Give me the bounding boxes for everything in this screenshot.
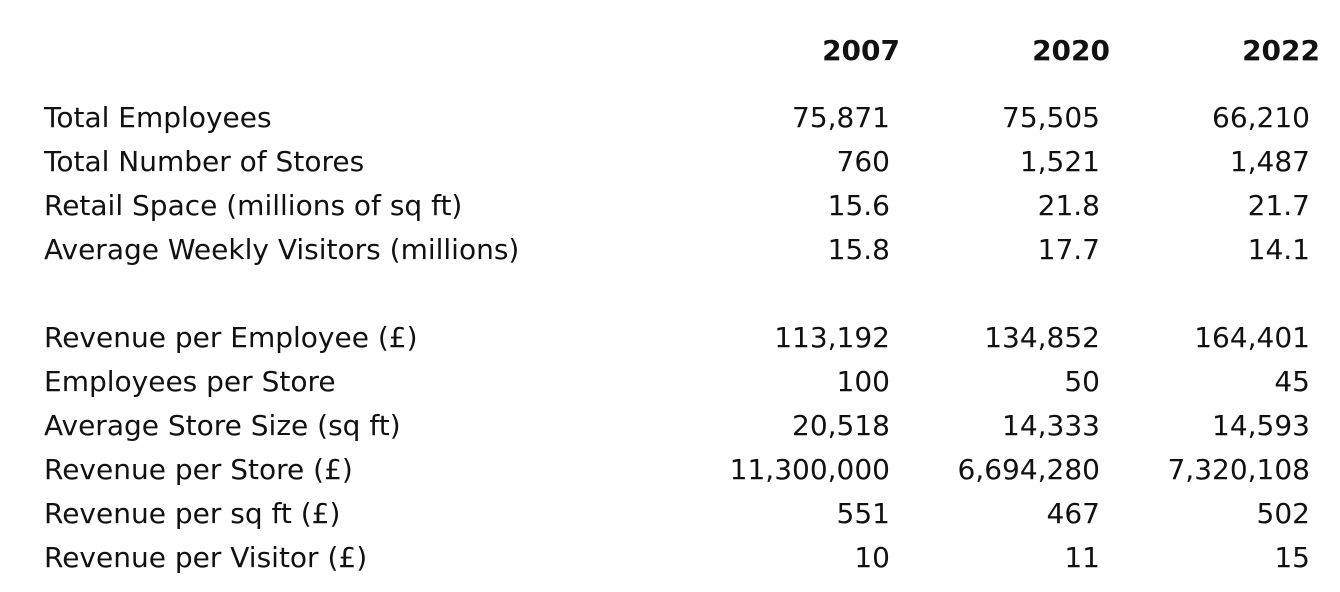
row-label: Employees per Store — [44, 365, 336, 398]
table-row — [0, 360, 1340, 404]
row-label: Revenue per Visitor (£) — [44, 541, 368, 574]
cell-2020: 50 — [1064, 365, 1100, 398]
cell-2007: 15.8 — [827, 233, 890, 266]
column-header-2007: 2007 — [822, 34, 900, 67]
cell-2022: 21.7 — [1247, 189, 1310, 222]
row-label: Total Employees — [44, 101, 272, 134]
row-label: Total Number of Stores — [44, 145, 365, 178]
table-row — [0, 404, 1340, 448]
cell-2007: 20,518 — [792, 409, 890, 442]
cell-2022: 14.1 — [1247, 233, 1310, 266]
table-row — [0, 184, 1340, 228]
cell-2020: 6,694,280 — [957, 453, 1100, 486]
cell-2007: 11,300,000 — [729, 453, 890, 486]
cell-2020: 17.7 — [1037, 233, 1100, 266]
cell-2022: 1,487 — [1229, 145, 1310, 178]
cell-2020: 134,852 — [984, 321, 1100, 354]
cell-2020: 11 — [1064, 541, 1100, 574]
table-row — [0, 140, 1340, 184]
table-row — [0, 536, 1340, 580]
cell-2020: 14,333 — [1002, 409, 1100, 442]
cell-2022: 164,401 — [1194, 321, 1310, 354]
cell-2020: 467 — [1046, 497, 1100, 530]
cell-2022: 45 — [1274, 365, 1310, 398]
row-label: Average Weekly Visitors (millions) — [44, 233, 520, 266]
cell-2007: 113,192 — [774, 321, 890, 354]
table-row — [0, 448, 1340, 492]
cell-2022: 15 — [1274, 541, 1310, 574]
cell-2022: 66,210 — [1212, 101, 1310, 134]
cell-2022: 14,593 — [1212, 409, 1310, 442]
row-label: Revenue per Store (£) — [44, 453, 353, 486]
column-header-2022: 2022 — [1242, 34, 1320, 67]
cell-2020: 21.8 — [1037, 189, 1100, 222]
cell-2020: 1,521 — [1019, 145, 1100, 178]
row-label: Average Store Size (sq ft) — [44, 409, 401, 442]
column-header-2020: 2020 — [1032, 34, 1110, 67]
cell-2022: 502 — [1256, 497, 1310, 530]
cell-2020: 75,505 — [1002, 101, 1100, 134]
table-header-row — [0, 29, 1340, 73]
cell-2007: 75,871 — [792, 101, 890, 134]
cell-2007: 15.6 — [827, 189, 890, 222]
row-label: Revenue per Employee (£) — [44, 321, 418, 354]
table-row — [0, 228, 1340, 272]
row-label: Revenue per sq ft (£) — [44, 497, 341, 530]
cell-2007: 10 — [854, 541, 890, 574]
cell-2007: 551 — [836, 497, 890, 530]
cell-2007: 100 — [836, 365, 890, 398]
table-row — [0, 492, 1340, 536]
cell-2007: 760 — [836, 145, 890, 178]
row-label: Retail Space (millions of sq ft) — [44, 189, 463, 222]
cell-2022: 7,320,108 — [1167, 453, 1310, 486]
table-row — [0, 96, 1340, 140]
table-row — [0, 316, 1340, 360]
